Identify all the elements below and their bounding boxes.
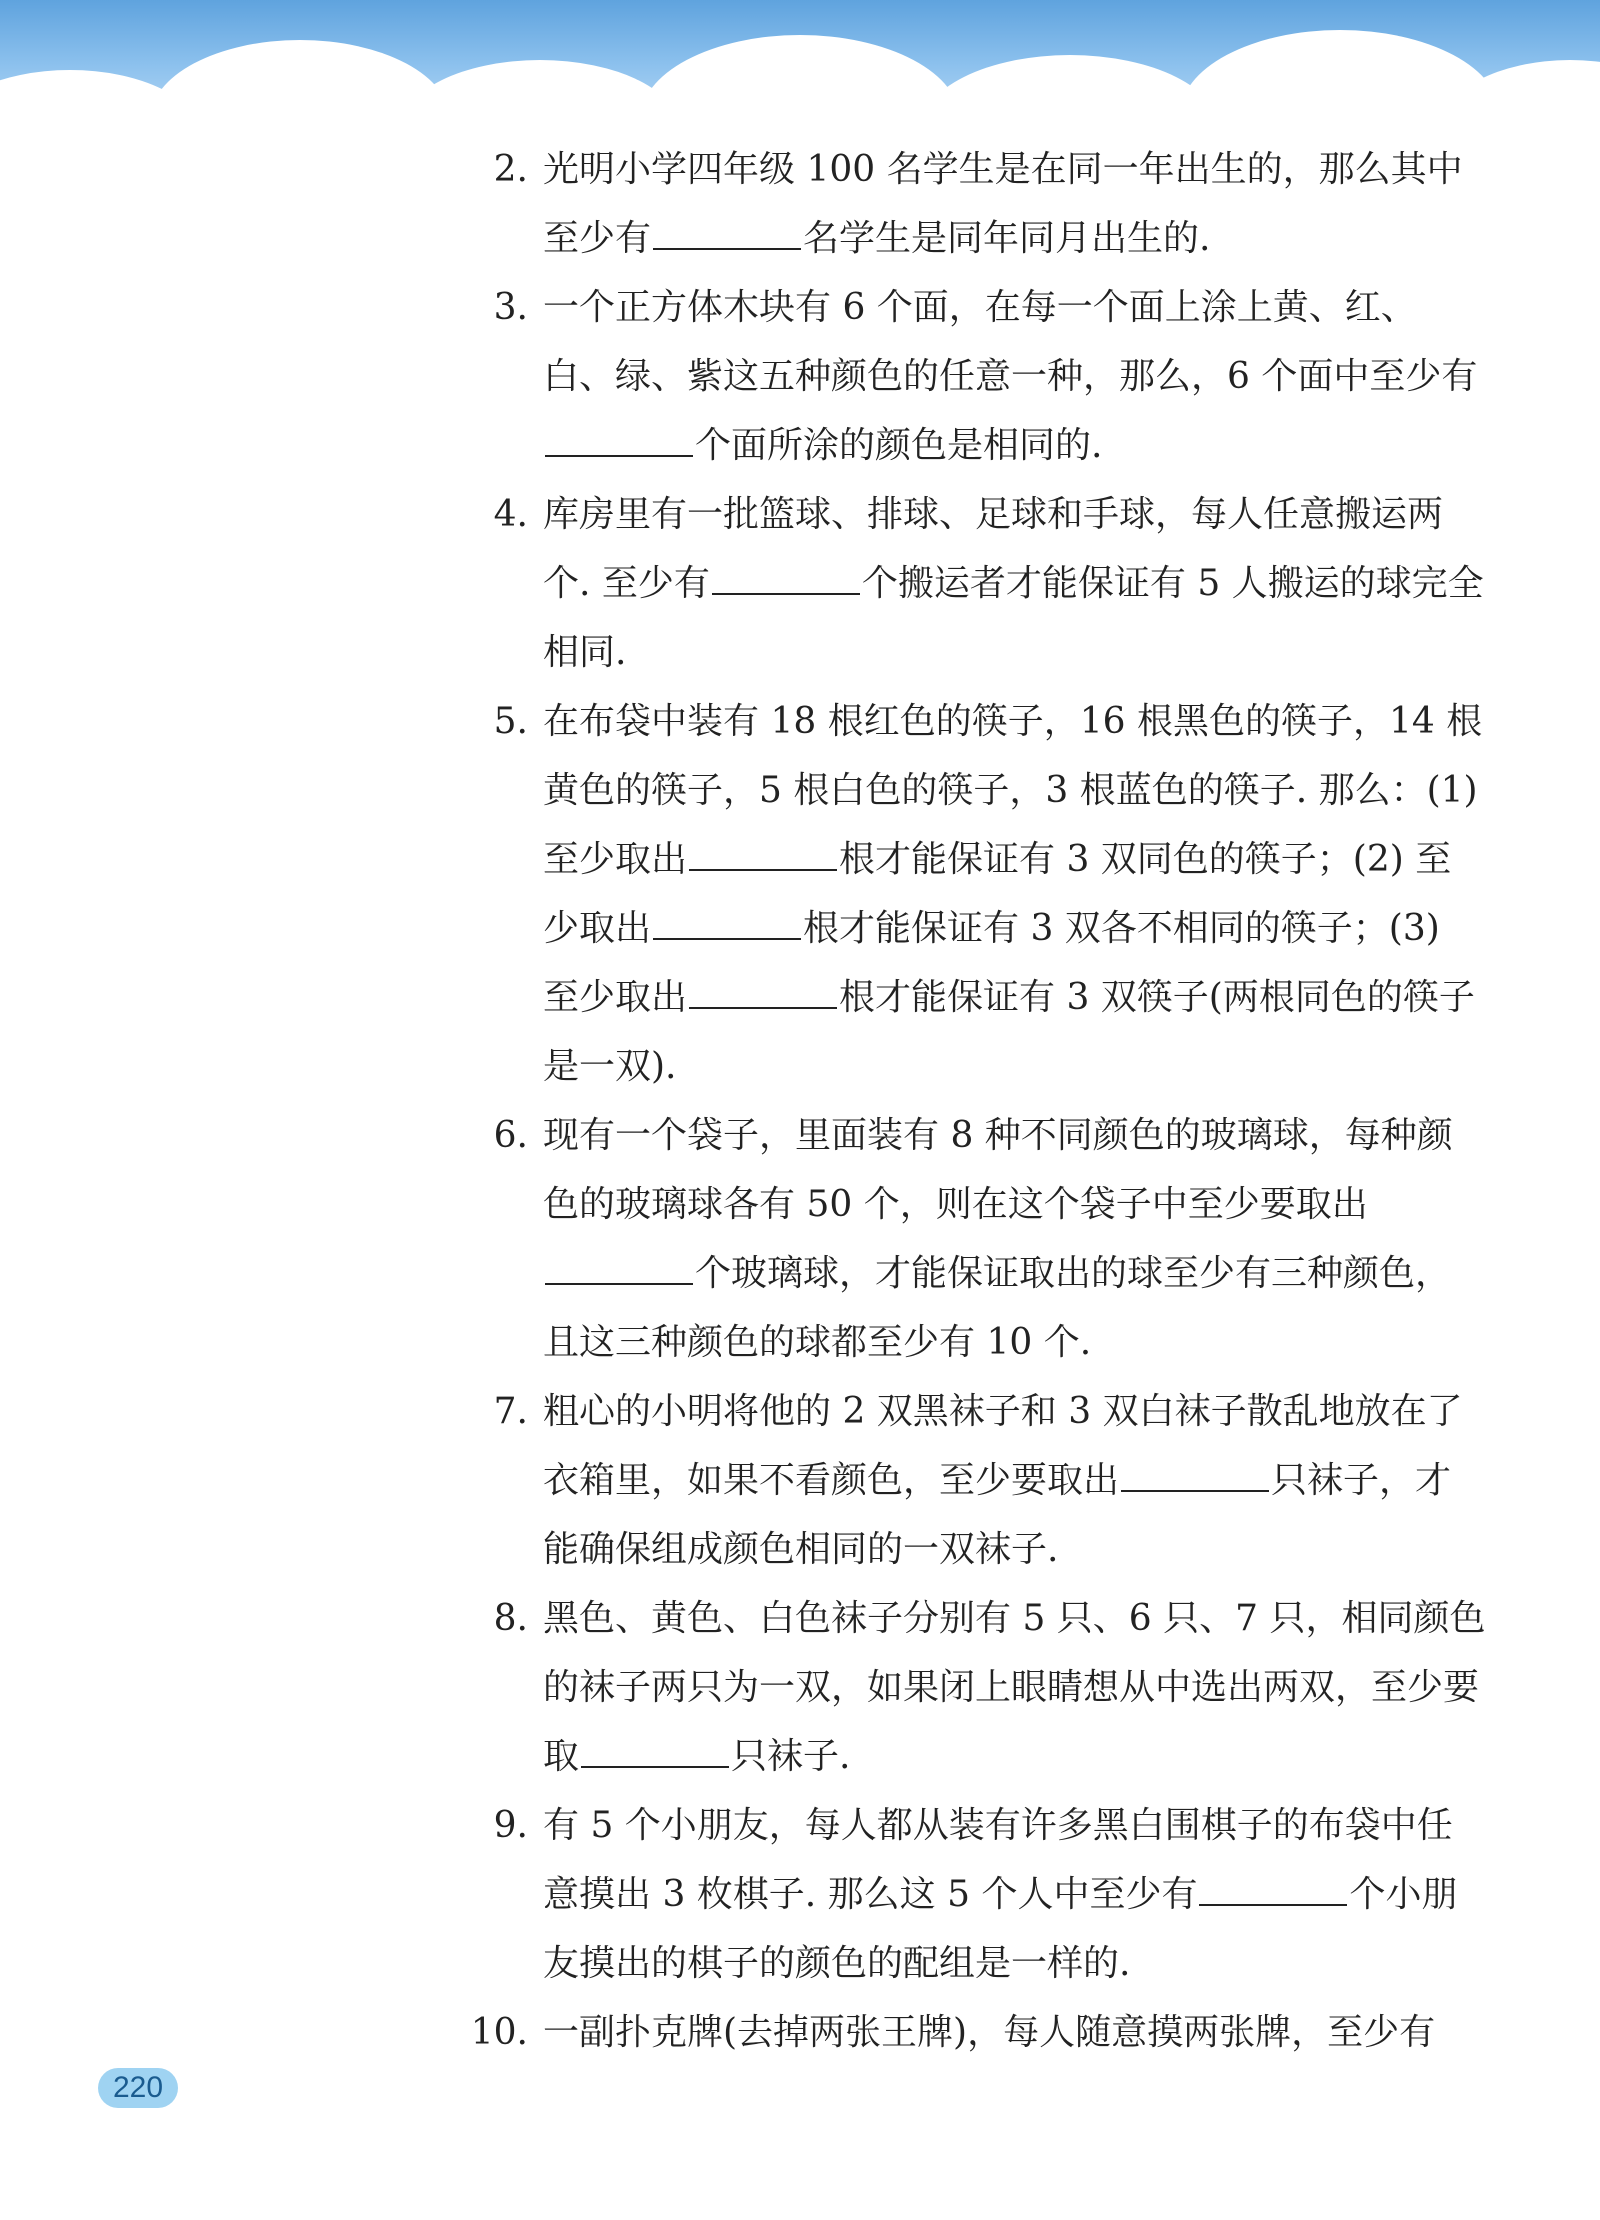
question-text: 个小朋友摸出的棋子的颜色的配组是一样的.: [543, 1874, 1458, 1984]
answer-blank: [1121, 1456, 1269, 1492]
question-number: 5.: [493, 701, 528, 742]
answer-blank: [545, 421, 693, 457]
question-item: [466, 1101, 1486, 1377]
question-item: [466, 687, 1486, 1101]
answer-blank: [1199, 1870, 1347, 1906]
question-text: 光明小学四年级 100 名学生是在同一年出生的，那么其中至少有: [543, 149, 1463, 259]
question-item: [466, 273, 1486, 480]
question-text: 只袜子，才能确保组成颜色相同的一双袜子.: [543, 1460, 1452, 1570]
question-number: 9.: [493, 1805, 528, 1846]
question-text: 在布袋中装有 18 根红色的筷子，16 根黑色的筷子，14 根黄色的筷子，5 根白色的筷子，3 根蓝色的筷子. 那么：(1) 至少取出: [543, 701, 1483, 880]
answer-blank: [689, 973, 837, 1009]
question-text: 个玻璃球，才能保证取出的球至少有三种颜色，且这三种颜色的球都至少有 10 个.: [543, 1253, 1452, 1363]
question-number: 6.: [493, 1115, 528, 1156]
question-number: 3.: [493, 287, 528, 328]
question-item: [466, 1998, 1486, 2067]
question-item: [466, 1377, 1486, 1584]
question-text: 库房里有一批篮球、排球、足球和手球，每人任意搬运两个. 至少有: [543, 494, 1444, 604]
question-text: 个面所涂的颜色是相同的.: [695, 425, 1103, 466]
question-item: [466, 480, 1486, 687]
question-text: 黑色、黄色、白色袜子分别有 5 只、6 只、7 只，相同颜色的袜子两只为一双，如果闭上眼睛想从中选出两双，至少要取: [543, 1598, 1486, 1777]
sky-header-banner: [0, 0, 1600, 150]
page-number: 220: [98, 2068, 178, 2108]
question-text: 根才能保证有 3 双各不相同的筷子；(3) 至少取出: [543, 908, 1440, 1018]
question-number: 8.: [493, 1598, 528, 1639]
question-item: [466, 135, 1486, 273]
question-text: 粗心的小明将他的 2 双黑袜子和 3 双白袜子散乱地放在了衣箱里，如果不看颜色，至少要取出: [543, 1391, 1463, 1501]
question-text: 根才能保证有 3 双同色的筷子；(2) 至少取出: [543, 839, 1452, 949]
question-text: 根才能保证有 3 双筷子(两根同色的筷子是一双).: [543, 977, 1475, 1087]
question-number: 10.: [470, 2012, 528, 2053]
question-text: 一个正方体木块有 6 个面，在每一个面上涂上黄、红、白、绿、紫这五种颜色的任意一种，那么，6 个面中至少有: [543, 287, 1478, 397]
question-item: [466, 1584, 1486, 1791]
question-text: 一副扑克牌(去掉两张王牌)，每人随意摸两张牌，至少有: [543, 2012, 1436, 2053]
question-number: 4.: [493, 494, 528, 535]
question-list: [466, 135, 1486, 2067]
question-number: 7.: [493, 1391, 528, 1432]
answer-blank: [712, 559, 860, 595]
question-number: 2.: [493, 149, 528, 190]
answer-blank: [653, 904, 801, 940]
answer-blank: [653, 214, 801, 250]
answer-blank: [581, 1732, 729, 1768]
question-text: 名学生是同年同月出生的.: [803, 218, 1211, 259]
question-item: [466, 1791, 1486, 1998]
answer-blank: [545, 1249, 693, 1285]
question-text: 现有一个袋子，里面装有 8 种不同颜色的玻璃球，每种颜色的玻璃球各有 50 个，则在这个袋子中至少要取出: [543, 1115, 1453, 1225]
question-text: 个搬运者才能保证有 5 人搬运的球完全相同.: [543, 563, 1484, 673]
answer-blank: [689, 835, 837, 871]
question-text: 有 5 个小朋友，每人都从装有许多黑白围棋子的布袋中任意摸出 3 枚棋子. 那么这 5 个人中至少有: [543, 1805, 1453, 1915]
question-text: 只袜子.: [731, 1736, 851, 1777]
